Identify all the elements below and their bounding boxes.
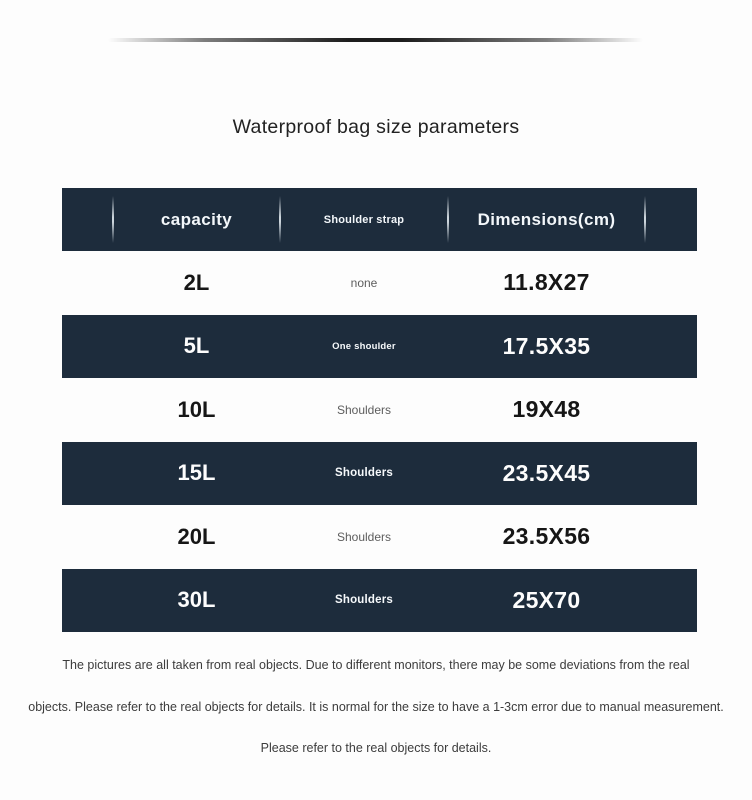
dimensions-value: 11.8X27 <box>503 269 590 296</box>
strap-value: none <box>350 275 378 290</box>
strap-value: Shoulders <box>336 402 392 417</box>
table-row <box>62 378 697 442</box>
capacity-value: 5L <box>183 333 210 359</box>
dimensions-value: 23.5X45 <box>502 459 591 486</box>
dimensions-value: 17.5X35 <box>502 332 591 359</box>
column-separator <box>447 196 449 243</box>
table-row <box>62 315 697 379</box>
capacity-value: 30L <box>177 587 216 613</box>
disclaimer-line: objects. Please refer to the real objects for details. It is normal for the size to have a 1-3cm error due to manual measurement. <box>28 699 724 714</box>
disclaimer-line: The pictures are all taken from real objects. Due to different monitors, there may be some deviations from the real <box>62 658 690 672</box>
strap-value: One shoulder <box>332 340 396 352</box>
column-separator <box>112 196 114 243</box>
header-shoulder-strap: Shoulder strap <box>323 213 405 226</box>
strap-value: Shoulders <box>336 529 392 544</box>
table-row <box>62 251 697 315</box>
table-header-row <box>62 188 697 251</box>
capacity-value: 10L <box>177 396 216 422</box>
strap-value: Shoulders <box>334 594 394 607</box>
size-table <box>62 188 697 632</box>
column-separator <box>279 196 281 243</box>
page-title: Waterproof bag size parameters <box>232 116 520 138</box>
header-dimensions: Dimensions(cm) <box>477 209 616 229</box>
header-capacity: capacity <box>160 209 233 229</box>
capacity-value: 15L <box>177 460 216 486</box>
disclaimer-notes <box>0 645 752 770</box>
table-row <box>62 569 697 633</box>
disclaimer-line: Please refer to the real objects for details. <box>260 741 492 755</box>
strap-value: Shoulders <box>334 467 394 480</box>
dimensions-value: 19X48 <box>512 396 581 423</box>
column-separator <box>644 196 646 243</box>
decorative-divider-line <box>108 38 643 42</box>
dimensions-value: 23.5X56 <box>502 523 591 550</box>
table-row <box>62 442 697 506</box>
capacity-value: 20L <box>177 523 216 549</box>
capacity-value: 2L <box>183 269 210 295</box>
dimensions-value: 25X70 <box>512 586 581 613</box>
table-row <box>62 505 697 569</box>
